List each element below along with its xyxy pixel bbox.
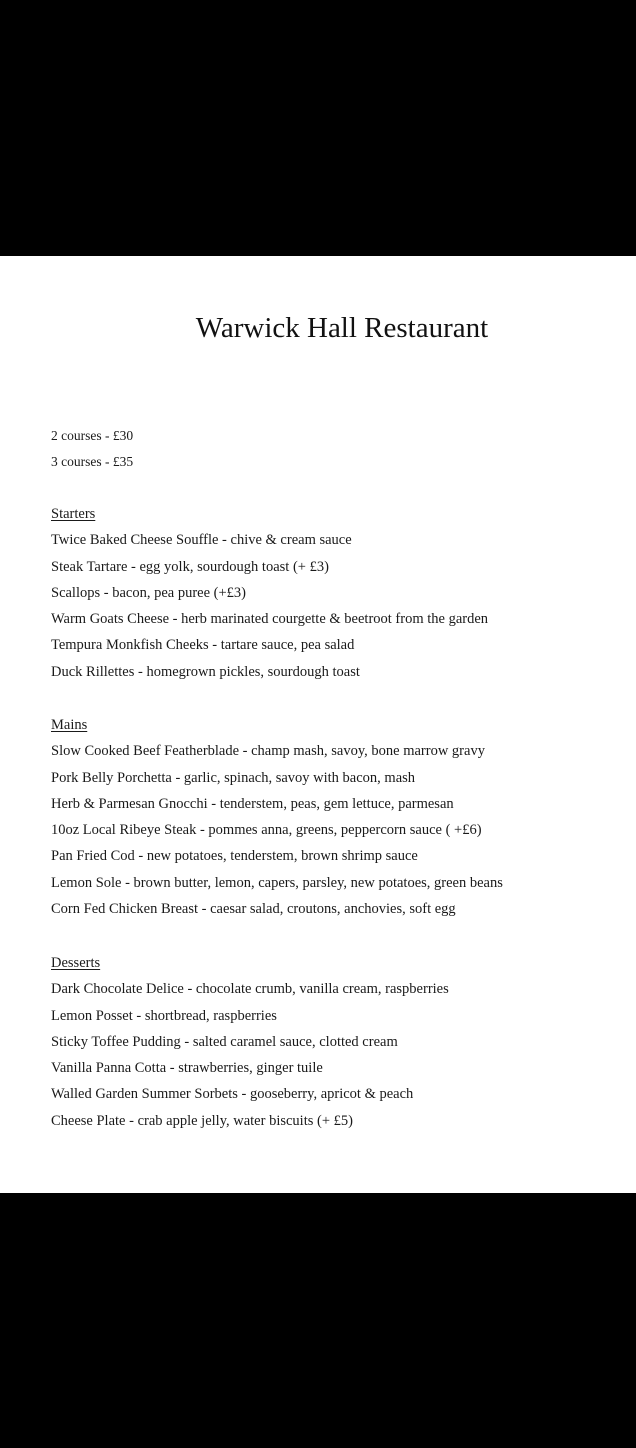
desserts-heading: Desserts <box>51 955 101 971</box>
menu-item: Vanilla Panna Cotta - strawberries, ginger tuile <box>51 1060 323 1077</box>
menu-item: Dark Chocolate Delice - chocolate crumb, vanilla cream, raspberries <box>51 981 449 998</box>
menu-item: Walled Garden Summer Sorbets - gooseberry, apricot & peach <box>51 1086 414 1103</box>
starters-section <box>51 501 488 685</box>
menu-title: Warwick Hall Restaurant <box>195 312 489 344</box>
menu-item: Warm Goats Cheese - herb marinated courgette & beetroot from the garden <box>51 611 489 628</box>
menu-item: Cheese Plate - crab apple jelly, water biscuits (+ £5) <box>51 1112 353 1129</box>
mains-section <box>51 712 503 922</box>
menu-item: Steak Tartare - egg yolk, sourdough toast (+ £3) <box>51 558 329 575</box>
menu-item: Twice Baked Cheese Souffle - chive & cream sauce <box>51 532 352 549</box>
menu-item: Slow Cooked Beef Featherblade - champ mash, savoy, bone marrow gravy <box>51 743 485 760</box>
menu-item: Lemon Posset - shortbread, raspberries <box>51 1007 277 1024</box>
menu-item: Pan Fried Cod - new potatoes, tenderstem, brown shrimp sauce <box>51 848 418 865</box>
desserts-section <box>51 950 449 1134</box>
mains-heading: Mains <box>51 717 88 733</box>
menu-document <box>0 256 636 1193</box>
menu-item: 10oz Local Ribeye Steak - pommes anna, greens, peppercorn sauce ( +£6) <box>51 822 482 839</box>
menu-item: Herb & Parmesan Gnocchi - tenderstem, peas, gem lettuce, parmesan <box>51 795 454 812</box>
menu-item: Scallops - bacon, pea puree (+£3) <box>51 584 246 601</box>
starters-heading: Starters <box>51 506 96 522</box>
price-section <box>51 423 133 475</box>
price-three-courses: 3 courses - £35 <box>51 454 134 469</box>
menu-item: Tempura Monkfish Cheeks - tartare sauce, pea salad <box>51 637 355 654</box>
menu-item: Corn Fed Chicken Breast - caesar salad, croutons, anchovies, soft egg <box>51 901 456 918</box>
menu-item: Pork Belly Porchetta - garlic, spinach, savoy with bacon, mash <box>51 769 416 786</box>
menu-item: Lemon Sole - brown butter, lemon, capers, parsley, new potatoes, green beans <box>51 874 503 891</box>
menu-item: Sticky Toffee Pudding - salted caramel sauce, clotted cream <box>51 1033 398 1050</box>
price-two-courses: 2 courses - £30 <box>51 428 134 443</box>
menu-item: Duck Rillettes - homegrown pickles, sourdough toast <box>51 663 360 680</box>
